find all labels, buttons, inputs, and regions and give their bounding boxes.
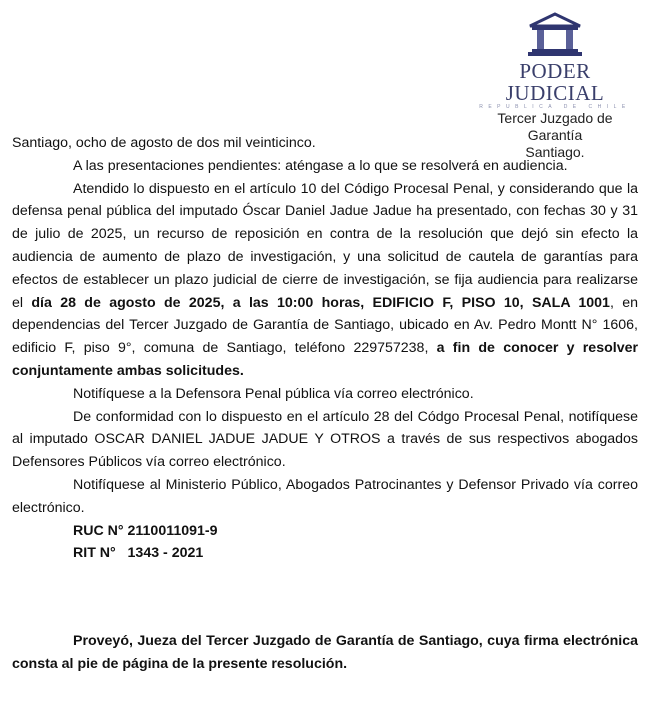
date-line: Santiago, ocho de agosto de dos mil veinticinco. [12,135,316,151]
court-name: Tercer Juzgado de Garantía [497,110,613,143]
logo-subtitle: REPUBLICA DE CHILE [479,104,631,110]
paragraph-notify-defensora: Notifíquese a la Defensora Penal pública vía correo electrónico. [73,385,474,402]
ruc-number: RUC N° 2110011091-9 [73,522,218,539]
hearing-date-location: día 28 de agosto de 2025, a las 10:00 horas, EDIFICIO F, PISO 10, SALA 1001 [31,294,610,311]
spacer [12,565,638,630]
closing-signature-note: Proveyó, Jueza del Tercer Juzgado de Garantía de Santiago, cuya firma electrónica consta al pie de página de la presente resolución. [12,633,638,672]
hearing-purpose: a fin de conocer y resolver conjuntamente ambas solicitudes. [12,340,638,379]
hearing-text-1: Atendido lo dispuesto en el artículo 10 del Código Procesal Penal, y considerando que la defensa penal pública del imputado Óscar Daniel Jadue Jadue ha presentado, con fechas 30 y 31 de julio de 2025, un recurso de reposición en contra de la resolución que dejó sin efecto la audiencia de aumento de plazo de investigación, y una solicitud de cautela de garantías para efectos de establecer un plazo judicial de cierre de investigación, se fija audiencia para realizarse el [12,180,638,311]
courthouse-icon [526,12,584,58]
paragraph-pending: A las presentaciones pendientes: aténgase a lo que se resolverá en audiencia. [73,157,568,174]
paragraph-notify-imputado: De conformidad con lo dispuesto en el artículo 28 del Códgo Procesal Penal, notifíquese al imputado OSCAR DANIEL JADUE JADUE Y OTROS a través de sus respectivos abogados Defensores Públicos vía correo electrónico. [12,408,638,471]
rit-number: RIT N° 1343 - 2021 [73,545,204,562]
hearing-text-2: , en dependencias del Tercer Juzgado de Garantía de Santiago, ubicado en Av. Pedro Montt N° 1606, edificio F, piso 9°, comuna de Santiago, teléfono 229757238, [12,294,638,357]
logo-title: PODER JUDICIAL [505,59,605,105]
paragraph-notify-ministerio: Notifíquese al Ministerio Público, Abogados Patrocinantes y Defensor Privado vía correo electrónico. [12,476,638,516]
paragraph-hearing [12,178,638,383]
court-logo [470,12,640,160]
resolution-body [12,132,638,676]
court-city: Santiago. [525,144,585,160]
